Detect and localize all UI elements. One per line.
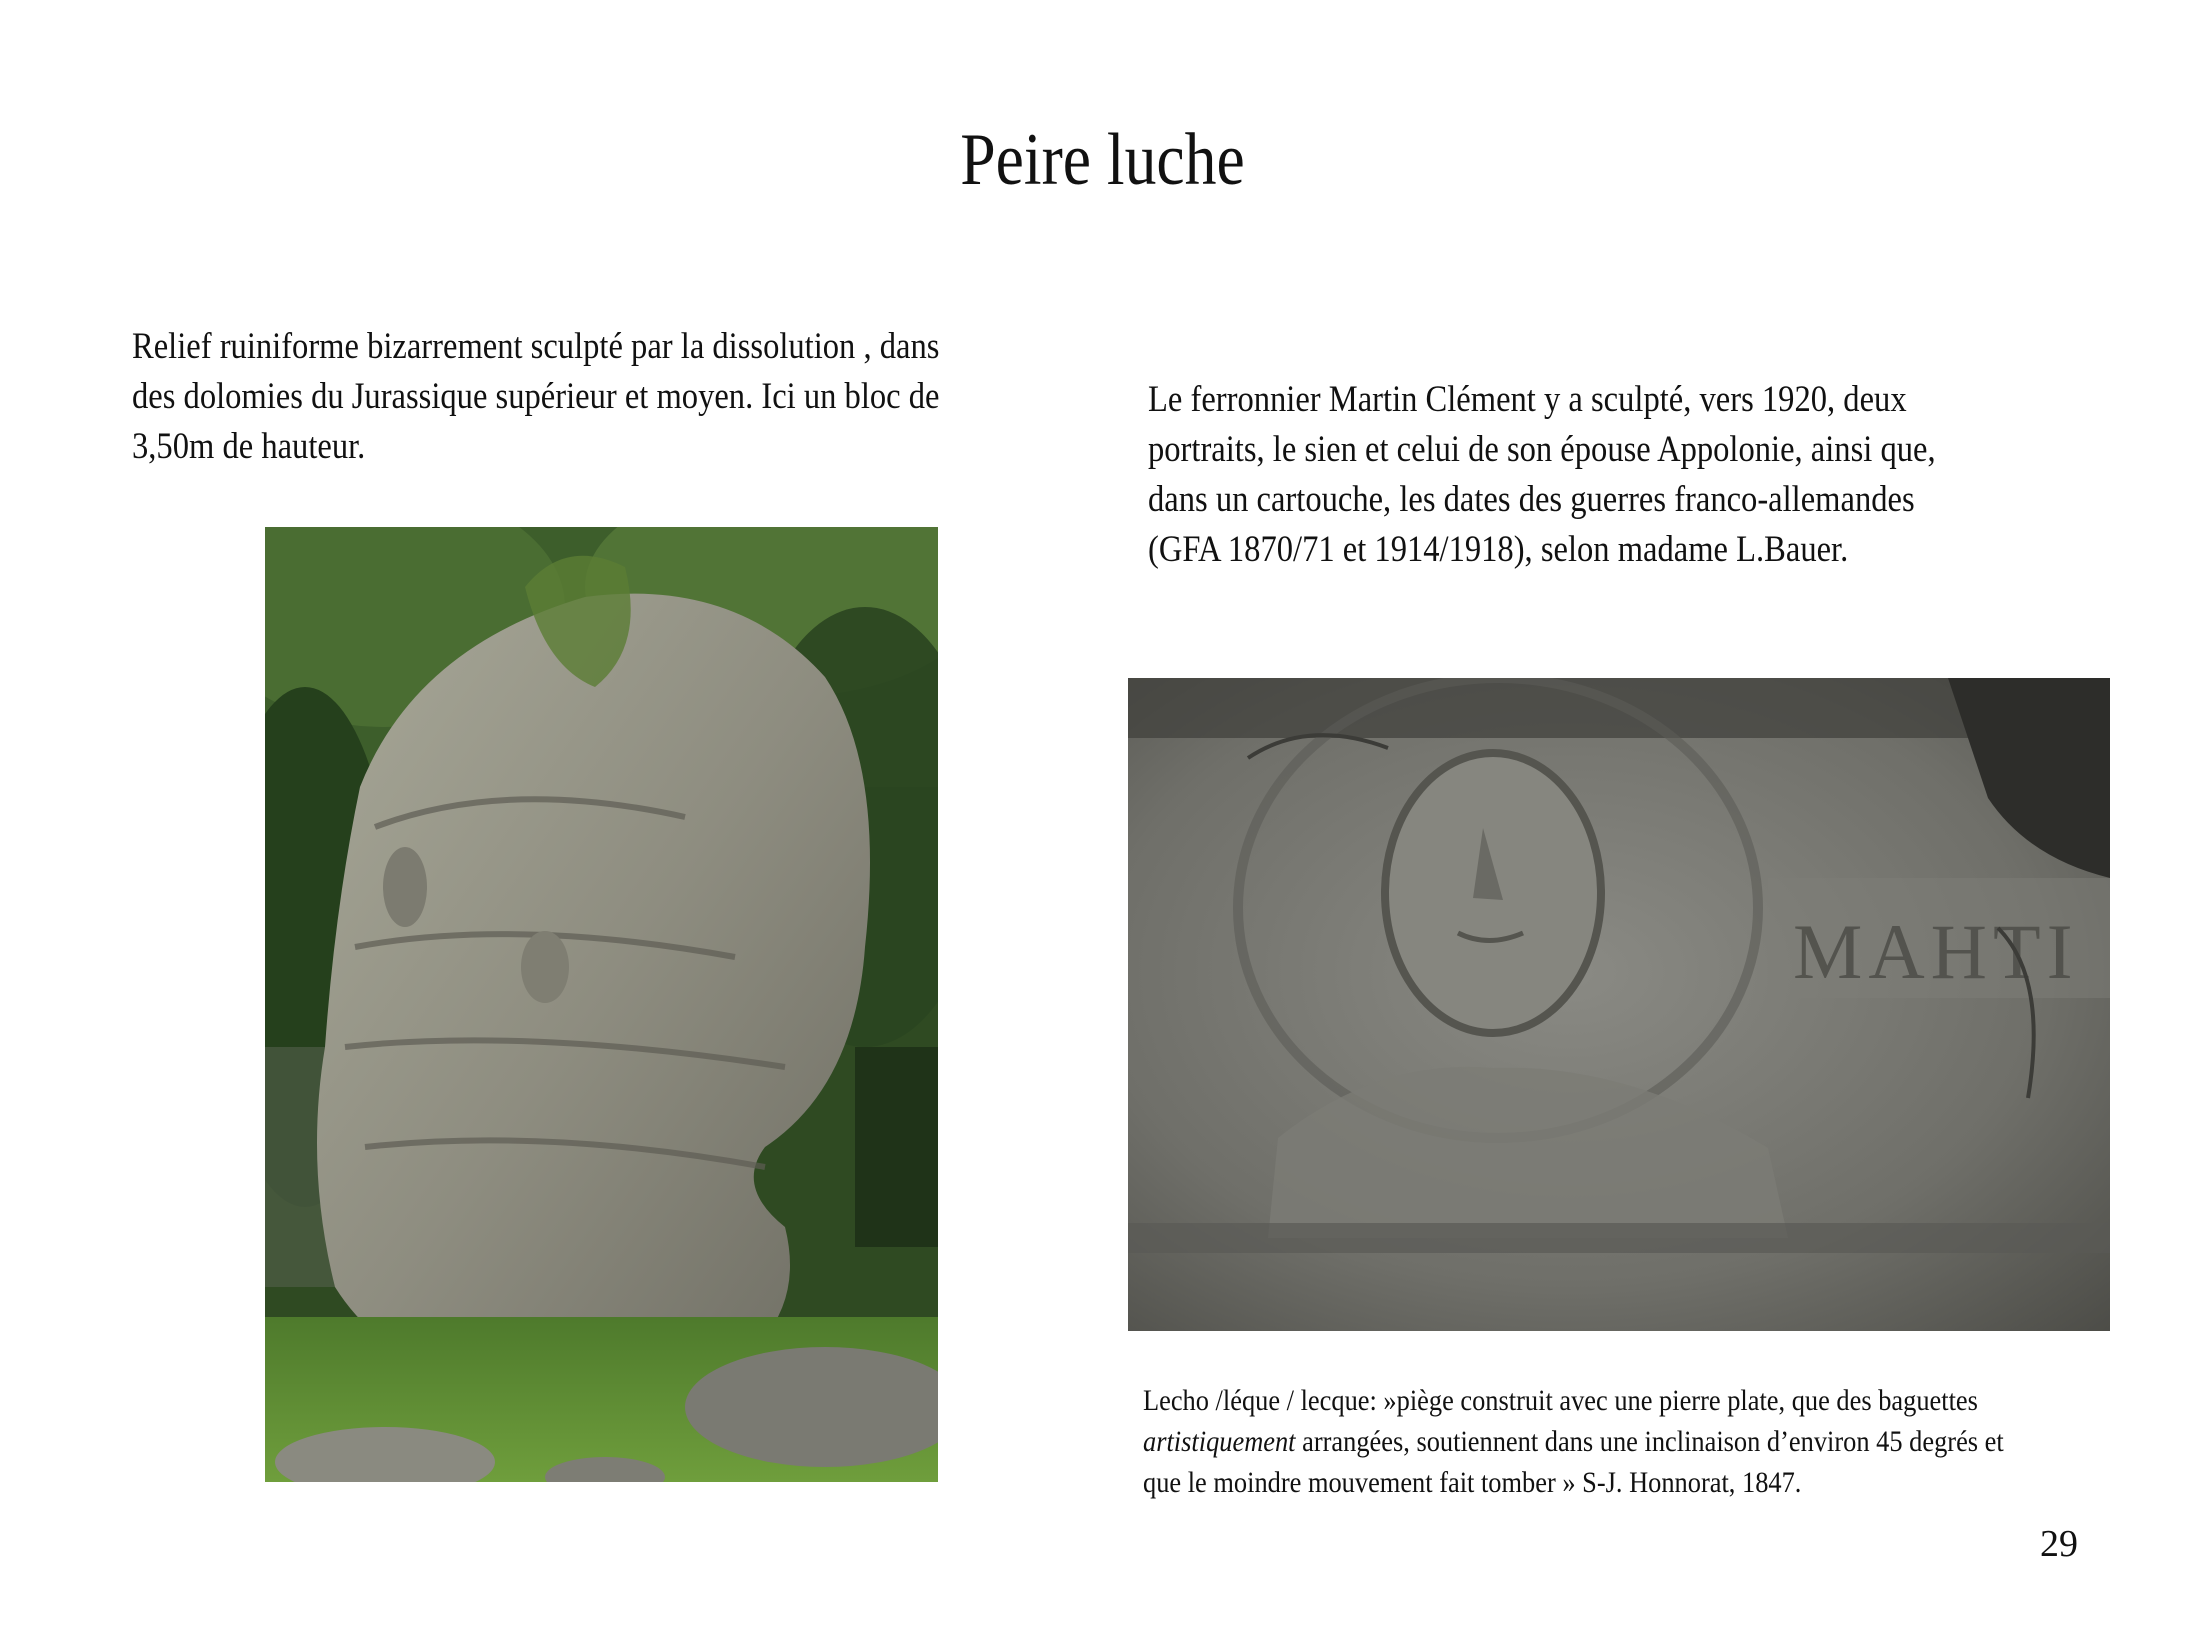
text-line: portraits, le sien et celui de son épouse Appolonie, ainsi que, xyxy=(1148,429,1936,470)
rock-photo xyxy=(265,527,938,1482)
caption-line: Lecho /léque / lecque: »piège construit avec une pierre plate, que des baguettes xyxy=(1143,1384,1978,1417)
text-line: des dolomies du Jurassique supérieur et moyen. Ici un bloc de xyxy=(132,376,940,417)
caption-line xyxy=(1143,1421,2004,1462)
rock-description xyxy=(132,322,939,472)
text-line: 3,50m de hauteur. xyxy=(132,426,366,467)
slide-title: Peire luche xyxy=(960,119,1245,201)
page-number: 29 xyxy=(2040,1523,2078,1565)
caption-italic-word: artistiquement xyxy=(1143,1425,1296,1458)
carving-photo xyxy=(1128,678,2110,1331)
rock-photo-image xyxy=(265,527,938,1482)
carving-photo-image xyxy=(1128,678,2110,1331)
text-line: Relief ruiniforme bizarrement sculpté par la dissolution , dans xyxy=(132,326,940,367)
caption-line: que le moindre mouvement fait tomber » S-J. Honnorat, 1847. xyxy=(1143,1466,1802,1499)
carving-inscription: MAHTI xyxy=(1793,908,2079,995)
lecho-definition-caption xyxy=(1143,1380,2004,1503)
text-line: Le ferronnier Martin Clément y a sculpté, vers 1920, deux xyxy=(1148,379,1907,420)
text-line: dans un cartouche, les dates des guerres franco-allemandes xyxy=(1148,479,1915,520)
carving-description xyxy=(1148,375,1936,575)
caption-line-rest: arrangées, soutiennent dans une inclinaison d’environ 45 degrés et xyxy=(1295,1425,2004,1458)
text-line: (GFA 1870/71 et 1914/1918), selon madame L.Bauer. xyxy=(1148,529,1849,570)
